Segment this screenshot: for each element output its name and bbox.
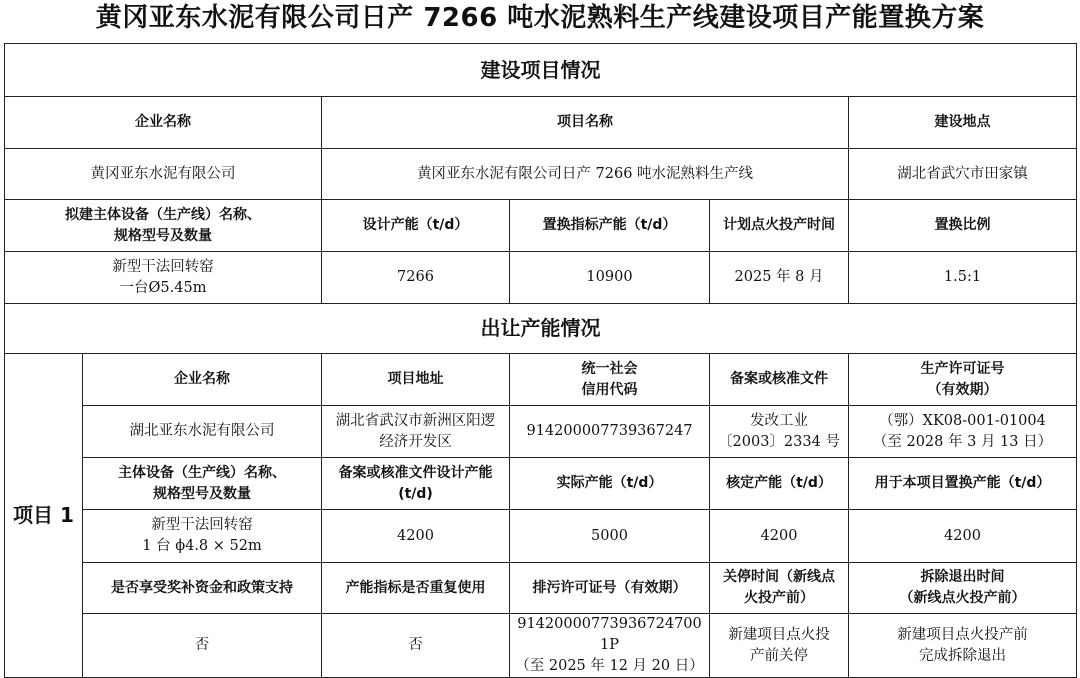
transfer-section-title: 出让产能情况 <box>5 304 1077 354</box>
demolition-time-header-line2: （新线点火投产前） <box>899 590 1026 606</box>
transfer-address <box>322 406 510 458</box>
credit-code: 914200007739367247 <box>510 406 710 458</box>
construction-location: 湖北省武穴市田家镇 <box>849 149 1077 200</box>
approval-doc-header: 备案或核准文件 <box>710 354 849 406</box>
transfer-equipment-header-line2: 规格型号及数量 <box>153 485 251 502</box>
demolition-time-line1: 新建项目点火投产前 <box>897 626 1028 643</box>
credit-code-header-line1: 统一社会 <box>581 360 638 377</box>
shutdown-time-line1: 新建项目点火投 <box>728 626 830 643</box>
discharge-permit-header: 排污许可证号（有效期） <box>510 563 710 614</box>
construction-company: 黄冈亚东水泥有限公司 <box>5 149 322 200</box>
actual-capacity: 5000 <box>510 510 710 563</box>
used-capacity-header: 用于本项目置换产能（t/d） <box>849 458 1077 510</box>
replacement-ratio: 1.5:1 <box>849 252 1077 304</box>
discharge-permit-line2: （至 2025 年 12 月 20 日） <box>515 658 704 674</box>
approved-design-capacity: 4200 <box>322 510 510 563</box>
demolition-time-header-line1: 拆除退出时间 <box>920 569 1005 585</box>
license-header <box>849 354 1077 406</box>
transfer-address-header: 项目地址 <box>322 354 510 406</box>
transfer-company-header: 企业名称 <box>83 354 322 406</box>
reuse-header: 产能指标是否重复使用 <box>322 563 510 614</box>
ignition-time-header: 计划点火投产时间 <box>710 200 849 252</box>
actual-capacity-header: 实际产能（t/d） <box>510 458 710 510</box>
approval-doc <box>710 406 849 458</box>
shutdown-time <box>710 614 849 678</box>
transfer-address-line2: 经济开发区 <box>379 433 452 450</box>
license-header-line2: （有效期） <box>927 381 998 398</box>
transfer-equipment-line2: 1 台 ϕ4.8 × 52m <box>142 538 262 554</box>
subsidy-value: 否 <box>83 614 322 678</box>
verified-capacity-header: 核定产能（t/d） <box>710 458 849 510</box>
transfer-address-line1: 湖北省武汉市新洲区阳逻 <box>335 412 496 429</box>
document-title: 黄冈亚东水泥有限公司日产 7266 吨水泥熟料生产线建设项目产能置换方案 <box>95 3 985 33</box>
construction-section-title: 建设项目情况 <box>5 44 1077 97</box>
credit-code-header <box>510 354 710 406</box>
design-capacity-header: 设计产能（t/d） <box>322 200 510 252</box>
approved-design-capacity-header <box>322 458 510 510</box>
demolition-time-line2: 完成拆除退出 <box>919 647 1006 664</box>
demolition-time-header <box>849 563 1077 614</box>
shutdown-time-header-line1: 关停时间（新线点 <box>723 569 835 585</box>
transfer-equipment-header <box>83 458 322 510</box>
replacement-ratio-header: 置换比例 <box>849 200 1077 252</box>
planned-equipment-line2: 一台Ø5.45m <box>119 279 207 296</box>
transfer-equipment <box>83 510 322 563</box>
capacity-replacement-table <box>4 43 1077 678</box>
approved-design-capacity-header-line1: 备案或核准文件设计产能 <box>338 464 493 481</box>
construction-project: 黄冈亚东水泥有限公司日产 7266 吨水泥熟料生产线 <box>322 149 849 200</box>
shutdown-time-line2: 产前关停 <box>750 647 808 664</box>
credit-code-header-line2: 信用代码 <box>581 381 638 398</box>
demolition-time <box>849 614 1077 678</box>
planned-equipment-header <box>5 200 322 252</box>
shutdown-time-header <box>710 563 849 614</box>
license-header-line1: 生产许可证号 <box>920 360 1005 377</box>
planned-equipment-header-line1: 拟建主体设备（生产线）名称、 <box>65 206 261 223</box>
replacement-capacity-header: 置换指标产能（t/d） <box>510 200 710 252</box>
construction-location-header: 建设地点 <box>849 97 1077 149</box>
approved-design-capacity-header-line2: (t/d) <box>398 485 433 502</box>
license-validity-line2: （至 2028 年 3 月 13 日） <box>872 433 1053 450</box>
design-capacity: 7266 <box>322 252 510 304</box>
planned-equipment <box>5 252 322 304</box>
project-1-label: 项目 1 <box>5 354 83 678</box>
approval-doc-line2: 〔2003〕2334 号 <box>718 433 840 450</box>
license-number-line1: （鄂）XK08-001-01004 <box>879 412 1046 429</box>
ignition-time: 2025 年 8 月 <box>710 252 849 304</box>
transfer-equipment-header-line1: 主体设备（生产线）名称、 <box>118 464 286 481</box>
shutdown-time-header-line2: 火投产前） <box>744 590 814 606</box>
license-number <box>849 406 1077 458</box>
verified-capacity: 4200 <box>710 510 849 563</box>
planned-equipment-line1: 新型干法回转窑 <box>112 258 214 275</box>
construction-project-header: 项目名称 <box>322 97 849 149</box>
planned-equipment-header-line2: 规格型号及数量 <box>114 227 212 244</box>
construction-company-header: 企业名称 <box>5 97 322 149</box>
replacement-capacity: 10900 <box>510 252 710 304</box>
discharge-permit-line1: 91420000773936724700 1P <box>517 616 702 653</box>
approval-doc-line1: 发改工业 <box>750 412 808 429</box>
used-capacity: 4200 <box>849 510 1077 563</box>
transfer-equipment-line1: 新型干法回转窑 <box>151 517 253 533</box>
reuse-value: 否 <box>322 614 510 678</box>
transfer-company: 湖北亚东水泥有限公司 <box>83 406 322 458</box>
subsidy-header: 是否享受奖补资金和政策支持 <box>83 563 322 614</box>
discharge-permit <box>510 614 710 678</box>
